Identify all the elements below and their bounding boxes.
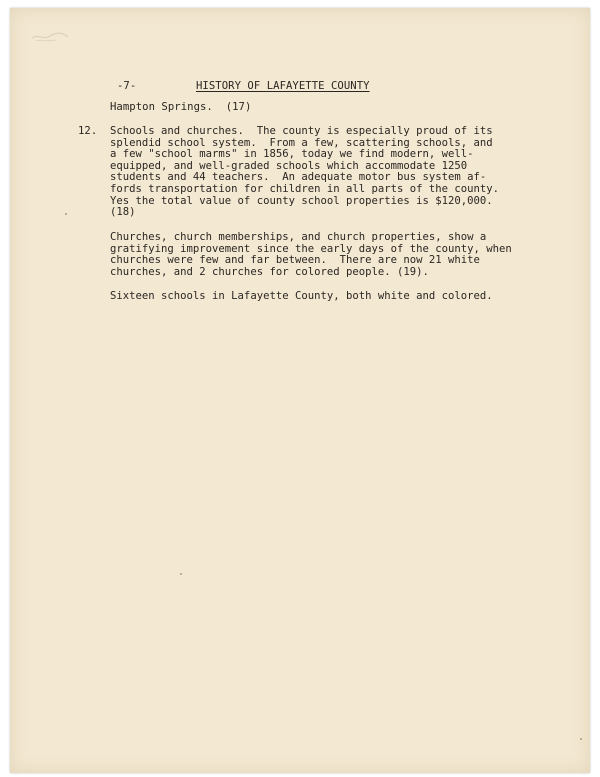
- item-number: 12.: [78, 125, 98, 137]
- paragraph-schools-and-churches: Schools and churches. The county is especially proud of its splendid school system. From a few, scattering schools, and a few "school marms" in 1856, today we find modern, well- equipped, and well-graded schools which accommodate 1250 students and 44 teachers. An adequate motor bus system af- fords transportation for children in all parts of the county. Yes the total value of county school properties is $120,000. (18): [110, 125, 500, 219]
- paper-speck: [65, 213, 67, 215]
- paper-smudge: [30, 28, 70, 44]
- paragraph-churches: Churches, church memberships, and church properties, show a gratifying improvement since the early days of the county, when churches were few and far between. There are now 21 white churches, and 2 churches for colored people. (19).: [110, 231, 512, 278]
- paper-speck: [580, 738, 582, 740]
- paragraph-sixteen-schools: Sixteen schools in Lafayette County, both white and colored.: [110, 290, 493, 302]
- paper-speck: [180, 573, 182, 575]
- page-number: -7-: [117, 80, 137, 92]
- page-title: HISTORY OF LAFAYETTE COUNTY: [196, 80, 370, 92]
- intro-line: Hampton Springs. (17): [110, 101, 252, 113]
- document-page: [10, 8, 590, 773]
